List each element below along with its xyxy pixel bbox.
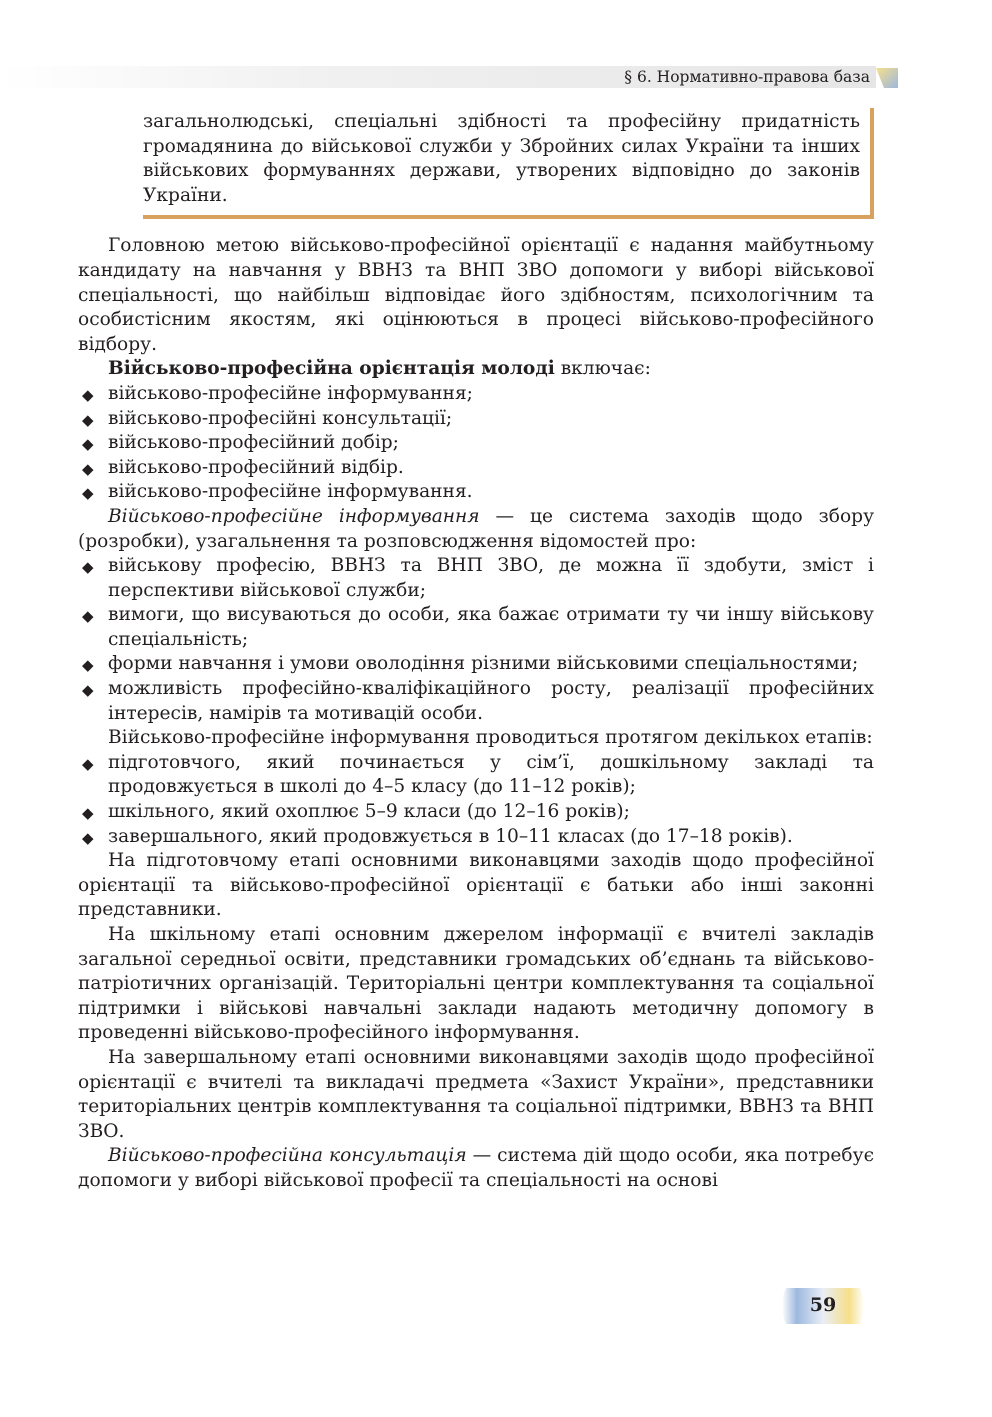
diamond-bullet-icon: ◆ (82, 435, 94, 454)
list-item (78, 652, 874, 677)
callout-text: загальнолюдські, спеціальні здібності та професійну придатність громадянина до військової служби у Збройних силах України та інших військових формуваннях держави, утворених відповідно до законів України. (143, 111, 860, 206)
paragraph-final-stage: На завершальному етапі основними виконавцями заходів щодо професійної орієнтації є вчителі та викладачі предмета «Захист України», представники територіальних центрів комплектування та соціальної підтримки, ВВНЗ та ВНП ЗВО. (78, 1046, 874, 1142)
running-header-title: § 6. Нормативно-правова база (624, 68, 870, 86)
list-item (78, 456, 874, 481)
diamond-bullet-icon: ◆ (82, 558, 94, 577)
list-item (78, 677, 874, 726)
list-item-text: військово-професійне інформування. (108, 481, 473, 503)
list-item (78, 800, 874, 825)
list-item (78, 431, 874, 456)
list-item-text: військово-професійний відбір. (108, 456, 404, 478)
consultation-term: Військово-професійна консультація (108, 1145, 467, 1167)
list-item (78, 554, 874, 603)
informing-term: Військово-професійне інформування (108, 505, 480, 527)
diamond-bullet-icon: ◆ (82, 754, 94, 773)
list-item (78, 751, 874, 800)
list-item-text: підготовчого, який починається у сім’ї, дошкільному закладі та продовжується в школі до 4–5 класу (до 11–12 років); (108, 751, 874, 798)
orientation-term: Військово-професійна орієнтація молоді (108, 358, 555, 380)
list-item (78, 382, 874, 407)
diamond-bullet-icon: ◆ (82, 410, 94, 429)
diamond-bullet-icon: ◆ (82, 681, 94, 700)
list-item-text: шкільного, який охоплює 5–9 класи (до 12–16 років); (108, 801, 630, 823)
paragraph-school-stage: На шкільному етапі основним джерелом інформації є вчителі закладів загальної середньої освіти, представники громадських об’єднань та військово-патріотичних організацій. Територіальні центри комплектування та соціальної підтримки і військові навчальні заклади надають методичну допомогу в проведенні військово-професійного інформування. (78, 924, 874, 1044)
diamond-bullet-icon: ◆ (82, 804, 94, 823)
definition-callout (143, 108, 874, 219)
page-number: 59 (809, 1294, 837, 1316)
list-item (78, 407, 874, 432)
paragraph-orientation-intro (78, 357, 874, 382)
page-body (78, 108, 874, 1194)
list-item-text: вимоги, що висуваються до особи, яка бажає отримати ту чи іншу військову спеціальність; (108, 604, 874, 650)
diamond-bullet-icon: ◆ (82, 459, 94, 478)
list-item-text: військово-професійний добір; (108, 432, 399, 454)
list-item-text: військово-професійне інформування; (108, 382, 473, 404)
paragraph-preparatory-stage: На підготовчому етапі основними виконавцями заходів щодо професійної орієнтації та військово-професійної орієнтації є батьки або інші законні представники. (78, 850, 874, 921)
page-number-tab (778, 1286, 868, 1326)
list-item (78, 825, 874, 850)
diamond-bullet-icon: ◆ (82, 656, 94, 675)
consultation-rest: — система дій щодо особи, яка потребує допомоги у виборі військової професії та спеціальності на основі (78, 1145, 874, 1191)
list-item-text: завершального, який продовжується в 10–11 класах (до 17–18 років). (108, 825, 793, 847)
diamond-bullet-icon: ◆ (82, 607, 94, 626)
paragraph-stages-intro: Військово-професійне інформування проводиться протягом декількох етапів: (108, 727, 873, 749)
paragraph-goal: Головною метою військово-професійної орієнтації є надання майбутньому кандидату на навчання у ВВНЗ та ВНП ЗВО допомоги у виборі військової спеціальності, що найбільш відповідає його здібностям, психологічним та особистісним якостям, які оцінюються в процесі військово-професійного відбору. (78, 235, 874, 355)
diamond-bullet-icon: ◆ (82, 828, 94, 847)
list-item (78, 480, 874, 505)
diamond-bullet-icon: ◆ (82, 385, 94, 404)
stages-list (78, 751, 874, 849)
list-item-text: військово-професійні консультації; (108, 407, 453, 429)
orientation-rest: включає: (554, 358, 651, 380)
paragraph-consultation-definition (78, 1144, 874, 1193)
list-item-text: можливість професійно-кваліфікаційного росту, реалізації професійних інтересів, намірів та мотивацій особи. (108, 678, 874, 724)
list-item (78, 603, 874, 652)
list-item-text: військову професію, ВВНЗ та ВНП ЗВО, де можна її здобути, зміст і перспективи військової служби; (108, 555, 874, 601)
orientation-list (78, 382, 874, 505)
list-item-text: форми навчання і умови оволодіння різними військовими спеціальностями; (108, 653, 859, 675)
header-corner-mark-icon (876, 66, 898, 88)
informing-rest: — це система заходів щодо збору (розробки), узагальнення та розповсюдження відомостей про: (78, 505, 875, 552)
diamond-bullet-icon: ◆ (82, 484, 94, 503)
paragraph-informing-definition (78, 505, 874, 554)
informing-topics-list (78, 554, 874, 726)
